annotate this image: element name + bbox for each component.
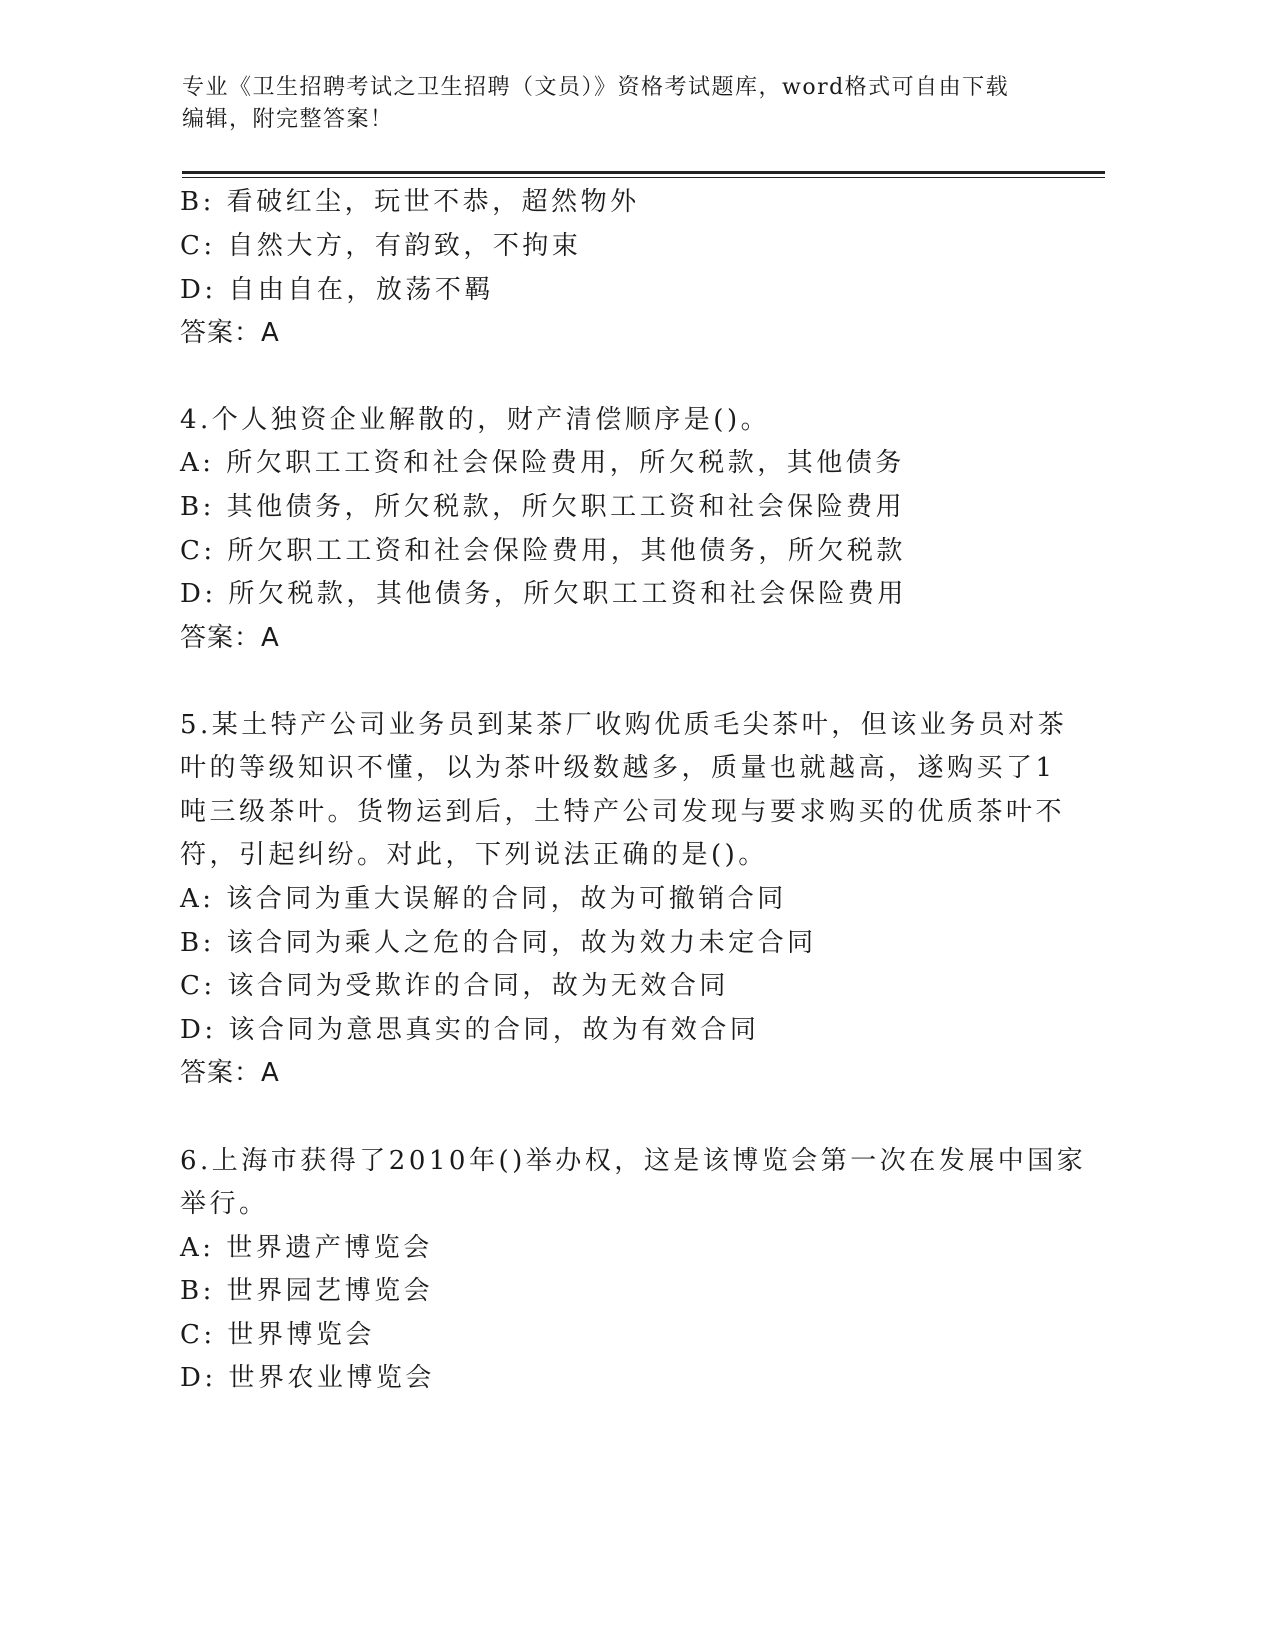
q3-option-d: D: 自由自在，放荡不羁 (180, 275, 494, 305)
q5-option-b: B: 该合同为乘人之危的合同，故为效力未定合同 (180, 928, 817, 958)
q4-option-d: D: 所欠税款，其他债务，所欠职工工资和社会保险费用 (180, 579, 907, 609)
q4-option-b: B: 其他债务，所欠税款，所欠职工工资和社会保险费用 (180, 492, 906, 522)
header-divider-thin (182, 177, 1105, 178)
q6-option-b: B: 世界园艺博览会 (180, 1276, 434, 1306)
q4-stem: 4.个人独资企业解散的，财产清偿顺序是()。 (180, 405, 771, 435)
q5-option-d: D: 该合同为意思真实的合同，故为有效合同 (180, 1015, 760, 1045)
q5-option-a: A: 该合同为重大误解的合同，故为可撤销合同 (180, 884, 787, 914)
q5-stem-line-2: 叶的等级知识不懂，以为茶叶级数越多，质量也就越高，遂购买了1 (180, 753, 1056, 783)
q5-answer: 答案：A (180, 1058, 280, 1088)
header-line-2: 编辑，附完整答案！ (182, 107, 394, 132)
q6-stem-line-2: 举行。 (180, 1189, 269, 1219)
q5-stem-line-3: 吨三级茶叶。货物运到后，土特产公司发现与要求购买的优质茶叶不 (180, 797, 1066, 827)
q4-option-a: A: 所欠职工工资和社会保险费用，所欠税款，其他债务 (180, 448, 905, 478)
q3-option-b: B: 看破红尘，玩世不恭，超然物外 (180, 187, 640, 217)
q6-option-c: C: 世界博览会 (180, 1320, 375, 1350)
q3-option-c: C: 自然大方，有韵致，不拘束 (180, 231, 582, 261)
q4-answer: 答案：A (180, 623, 280, 653)
q5-stem-line-1: 5.某土特产公司业务员到某茶厂收购优质毛尖茶叶，但该业务员对茶 (180, 710, 1068, 740)
header-line-1: 专业《卫生招聘考试之卫生招聘（文员）》资格考试题库，word格式可自由下载 (182, 75, 1010, 100)
header-divider-thick (182, 171, 1105, 174)
q3-answer: 答案：A (180, 318, 280, 348)
q5-stem-line-4: 符，引起纠纷。对此，下列说法正确的是()。 (180, 840, 768, 870)
q6-option-a: A: 世界遗产博览会 (180, 1233, 433, 1263)
q5-option-c: C: 该合同为受欺诈的合同，故为无效合同 (180, 971, 729, 1001)
document-header (182, 72, 1062, 136)
q4-option-c: C: 所欠职工工资和社会保险费用，其他债务，所欠税款 (180, 536, 906, 566)
q6-option-d: D: 世界农业博览会 (180, 1363, 435, 1393)
q6-stem-line-1: 6.上海市获得了2010年()举办权，这是该博览会第一次在发展中国家 (180, 1146, 1087, 1176)
